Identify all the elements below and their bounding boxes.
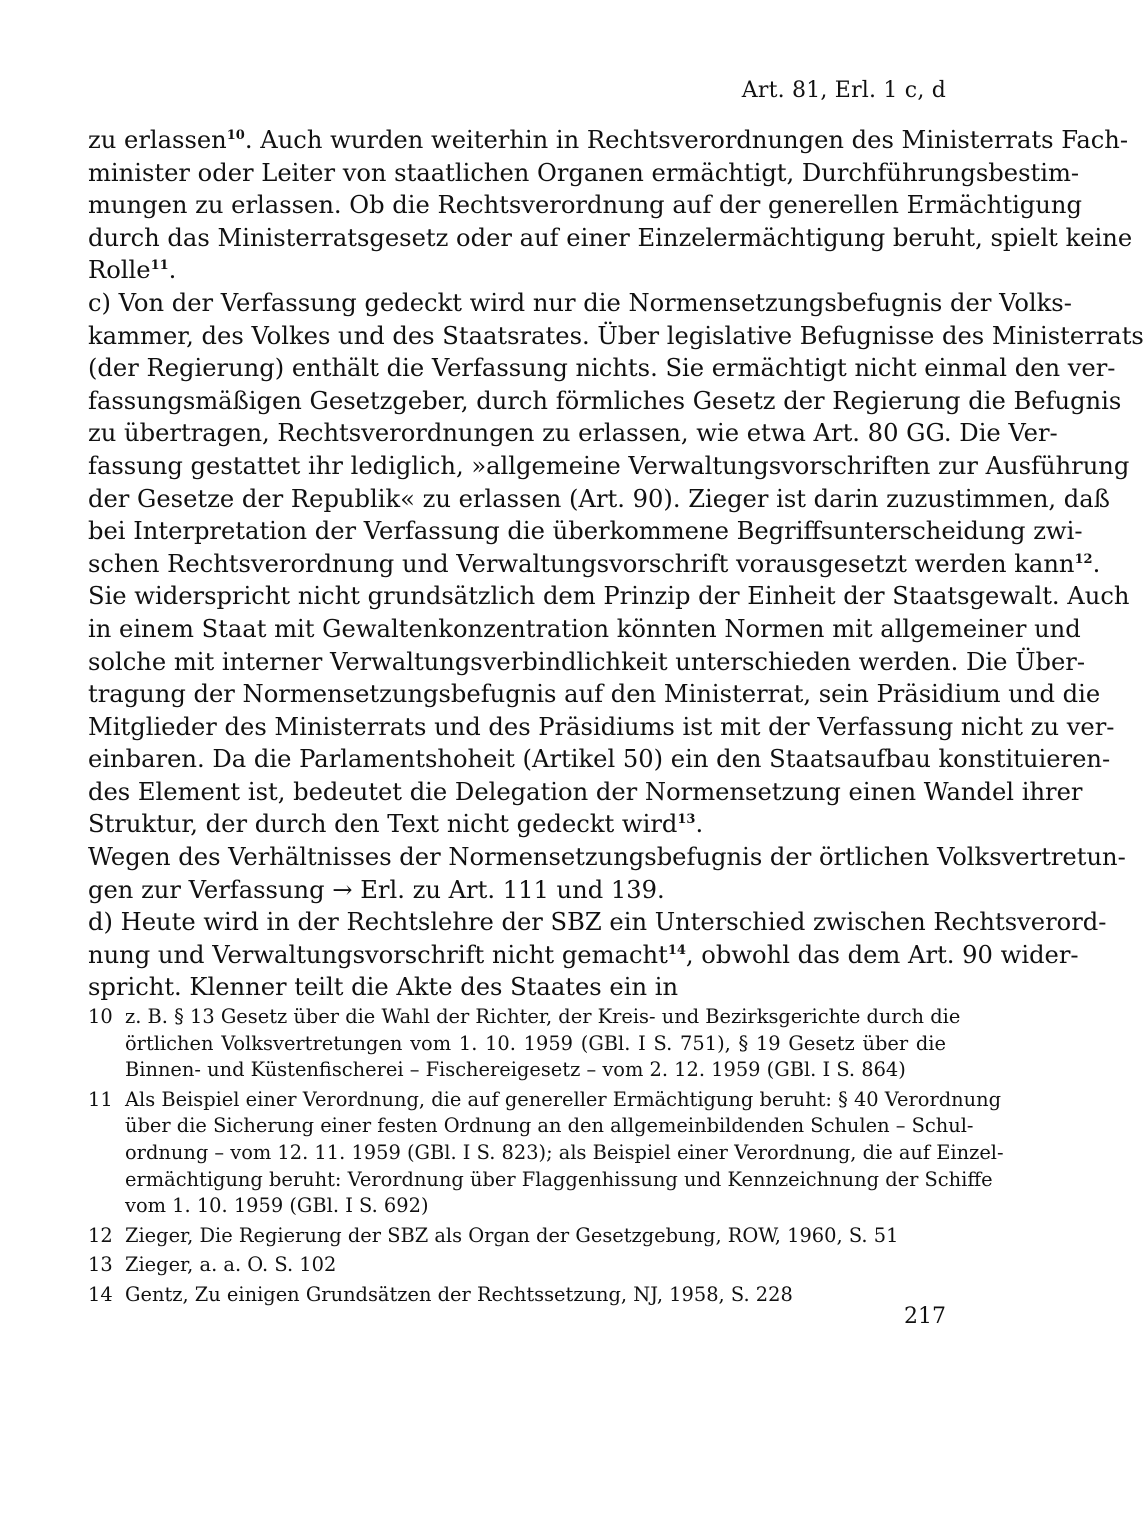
footnote-line: Gentz, Zu einigen Grundsätzen der Rechtssetzung, NJ, 1958, S. 228 [125,1282,793,1306]
body-line-text: . [1092,549,1101,578]
running-head: Art. 81, Erl. 1 c, d [741,78,946,103]
body-line [88,254,946,287]
footnote-number: 14 [88,1282,113,1306]
body-line [88,483,1110,516]
footnote-line: ermächtigung beruht: Verordnung über Flaggenhissung und Kennzeichnung der Schiffe [125,1167,993,1191]
footnote-line: über die Sicherung einer festen Ordnung an den allgemeinbildenden Schulen – Schul- [125,1114,974,1138]
body-line-text: mungen zu erlassen. Ob die Rechtsverordnung auf der generellen Ermächtigung [88,191,1082,220]
footnote-line: örtlichen Volksvertretungen vom 1. 10. 1959 (GBl. I S. 751), § 19 Gesetz über die [125,1031,946,1055]
body-line-text: fassungsmäßigen Gesetzgeber, durch förmliches Gesetz der Regierung die Befugnis [88,386,1122,415]
body-line-text: der Gesetze der Republik« zu erlassen (Art. 90). Zieger ist darin zuzustimmen, daß [88,484,1110,513]
footnote-number: 13 [88,1253,113,1277]
body-line-text: kammer, des Volkes und des Staatsrates. Über legislative Befugnisse des Ministerrats [88,321,1144,350]
footnote-reference[interactable]: 12 [1074,551,1093,567]
body-line-text: c) Von der Verfassung gedeckt wird nur die Normensetzungsbefugnis der Volks- [88,288,1072,317]
body-line-text: bei Interpretation der Verfassung die überkommene Begriffsunterscheidung zwi- [88,517,1083,546]
body-line [88,157,1080,190]
body-line [88,515,1083,548]
body-line-text: (der Regierung) enthält die Verfassung nichts. Sie ermächtigt nicht einmal den ver- [88,354,1116,383]
footnote-line: ordnung – vom 12. 11. 1959 (GBl. I S. 823); als Beispiel einer Verordnung, die auf Einzel- [125,1140,1004,1164]
body-line [88,352,1116,385]
body-line-text: solche mit interner Verwaltungsverbindlichkeit unterschieden werden. Die Über- [88,647,1086,676]
body-line-text: Struktur, der durch den Text nicht gedeckt wird [88,810,678,839]
body-line-text: minister oder Leiter von staatlichen Organen ermächtigt, Durchführungsbestim- [88,158,1080,187]
footnote-number: 10 [88,1005,113,1028]
body-line-text: durch das Ministerratsgesetz oder auf einer Einzelermächtigung beruht, spielt keine [88,223,1133,252]
body-line [88,189,1082,222]
body-line-text: gen zur Verfassung → Erl. zu Art. 111 und 139. [88,875,665,904]
footnotes [88,1004,1004,1312]
body-line [88,939,1079,972]
footnote-line: Zieger, Die Regierung der SBZ als Organ der Gesetzgebung, ROW, 1960, S. 51 [125,1223,899,1247]
body-line-text: d) Heute wird in der Rechtslehre der SBZ ein Unterschied zwischen Rechtsverord- [88,908,1107,937]
footnote [88,1252,946,1279]
body-line-text: Rolle [88,256,151,285]
footnote-line: z. B. § 13 Gesetz über die Wahl der Richter, der Kreis- und Bezirksgerichte durch die [125,1005,961,1028]
body-line-text: zu erlassen [88,126,227,154]
body-line-text: . [168,256,177,285]
body-line-text: des Element ist, bedeutet die Delegation der Normensetzung einen Wandel ihrer [88,777,1083,806]
body-line-text: zu übertragen, Rechtsverordnungen zu erlassen, wie etwa Art. 80 GG. Die Ver- [88,419,1058,448]
body-line [88,417,1058,450]
body-line [88,222,1133,255]
body-line [88,808,946,841]
body-line [88,320,1144,353]
body-line [88,874,946,907]
footnote-number: 12 [88,1223,113,1247]
body-line-text: in einem Staat mit Gewaltenkonzentration könnten Normen mit allgemeiner und [88,614,1081,643]
body-line-text: . [695,810,704,839]
body-line-text: Mitglieder des Ministerrats und des Präsidiums ist mit der Verfassung nicht zu ver- [88,712,1115,741]
body-line [88,450,1130,483]
footnote-line: Als Beispiel einer Verordnung, die auf genereller Ermächtigung beruht: § 40 Verordnung [125,1087,1002,1111]
footnote-reference[interactable]: 13 [677,812,696,828]
body-line [88,906,1107,939]
body-line [88,548,1101,581]
body-line-text: , obwohl das dem Art. 90 wider- [685,940,1079,969]
footnote-reference[interactable]: 14 [667,942,686,958]
body-line-text: . Auch wurden weiterhin in Rechtsverordnungen des Ministerrats Fach- [244,126,1129,154]
body-line-text: spricht. Klenner teilt die Akte des Staates ein in [88,973,679,1002]
footnote-line: vom 1. 10. 1959 (GBl. I S. 692) [125,1194,429,1218]
body-line [88,776,1083,809]
body-line-text: nung und Verwaltungsvorschrift nicht gemacht [88,940,668,969]
body-line-text: Sie widerspricht nicht grundsätzlich dem Prinzip der Einheit der Staatsgewalt. Auch [88,582,1130,611]
footnote [88,1223,946,1250]
body-line [88,287,1072,320]
body-line [88,971,946,1004]
page-number: 217 [904,1304,946,1329]
body-line [88,385,1122,418]
body-line [88,124,1129,157]
body-line [88,841,1126,874]
body-line-text: schen Rechtsverordnung und Verwaltungsvorschrift vorausgesetzt werden kann [88,549,1075,578]
body-line [88,711,1115,744]
body-line [88,613,1081,646]
footnote-line: Binnen- und Küstenfischerei – Fischereigesetz – vom 2. 12. 1959 (GBl. I S. 864) [125,1058,906,1082]
body-line-text: einbaren. Da die Parlamentshoheit (Artikel 50) ein den Staatsaufbau konstituieren- [88,745,1111,774]
body-line [88,646,1086,679]
footnote-number: 11 [88,1087,113,1111]
footnote [88,1004,961,1084]
body-text [88,124,1144,1004]
footnote-reference[interactable]: 10 [226,128,245,143]
body-line [88,743,1111,776]
body-line-text: tragung der Normensetzungsbefugnis auf den Ministerrat, sein Präsidium und die [88,680,1101,709]
footnote-line: Zieger, a. a. O. S. 102 [125,1253,337,1277]
body-line-text: Wegen des Verhältnisses der Normensetzungsbefugnis der örtlichen Volksvertretun- [88,843,1126,872]
body-line [88,580,1130,613]
footnote [88,1087,1004,1220]
body-line-text: fassung gestattet ihr lediglich, »allgemeine Verwaltungsvorschriften zur Ausführung [88,451,1130,480]
body-line [88,678,1101,711]
footnote [88,1282,946,1309]
footnote-reference[interactable]: 11 [150,258,169,274]
